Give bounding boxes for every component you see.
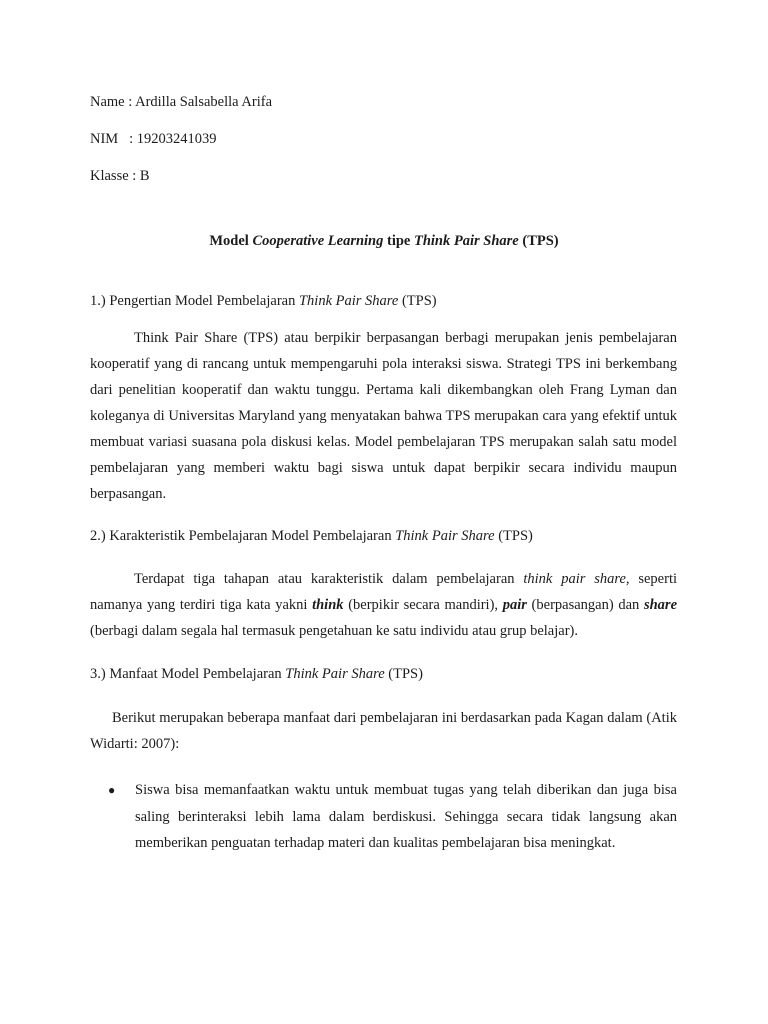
bullet-item-1: Siswa bisa memanfaatkan waktu untuk membuat tugas yang telah diberikan dan juga bisa saling berinteraksi lebih lama dalam berdiskusi. Sehingga secara tidak langsung akan memberikan penguatan terhadap materi dan kualitas pembelajaran bisa meningkat. [135,782,677,851]
s2-heading-suffix: (TPS) [494,528,533,544]
s3-heading-prefix: 3.) Manfaat Model Pembelajaran [90,666,286,682]
s2-body-e: (berbagi dalam segala hal termasuk pengetahuan ke satu individu atau grup belajar). [90,623,578,639]
s1-heading-italic: Think Pair Share [298,293,399,309]
s2-heading-prefix: 2.) Karakteristik Pembelajaran Model Pembelajaran [90,528,396,544]
section-3-heading [90,666,423,683]
section-1-body: Think Pair Share (TPS) atau berpikir berpasangan berbagi merupakan jenis pembelajaran kooperatif yang di rancang untuk mempengaruhi pola interaksi siswa. Strategi TPS ini berkembang dari penelitian kooperatif dan waktu tunggu. Pertama kali dikembangkan oleh Frang Lyman dan koleganya di Universitas Maryland yang menyatakan bahwa TPS merupakan cara yang efektif untuk membuat variasi suasana pola diskusi kelas. Model pembelajaran TPS merupakan salah satu model pembelajaran yang memberi waktu bagi siswa untuk dapat berpikir secara individu maupun berpasangan. [90,330,677,502]
section-2-heading [90,528,533,545]
title-prefix: Model [209,233,253,249]
s2-body-italic: think pair share [523,571,626,587]
s2-body-a: Terdapat tiga tahapan atau karakteristik dalam pembelajaran [134,571,524,587]
term-pair: pair [502,597,527,613]
s1-heading-prefix: 1.) Pengertian Model Pembelajaran [90,293,299,309]
s2-body-c: (berpikir secara mandiri), [343,597,503,613]
document-title [0,233,768,250]
s2-heading-italic: Think Pair Share [395,528,495,544]
s3-heading-suffix: (TPS) [384,666,423,682]
s1-heading-suffix: (TPS) [398,293,437,309]
title-suffix: (TPS) [518,233,559,249]
s3-heading-italic: Think Pair Share [285,666,385,682]
section-3-intro: Berikut merupakan beberapa manfaat dari pembelajaran ini berdasarkan pada Kagan dalam (Atik Widarti: 2007): [90,710,677,752]
s2-body-d: (berpasangan) dan [526,597,644,613]
term-share: share [643,597,678,613]
term-think: think [312,597,344,613]
s2-body-b: , seperti namanya yang terdiri tiga kata yakni [90,571,678,613]
student-nim: NIM : 19203241039 [90,131,217,147]
title-middle: tipe [383,233,414,249]
title-italic-2: Think Pair Share [413,233,519,249]
bullet-icon: ● [108,783,116,797]
student-name: Name : Ardilla Salsabella Arifa [90,94,273,110]
section-1-heading [90,293,437,310]
student-class: Klasse : B [90,168,150,184]
title-italic-1: Cooperative Learning [252,233,384,249]
section-2-body [90,566,677,644]
